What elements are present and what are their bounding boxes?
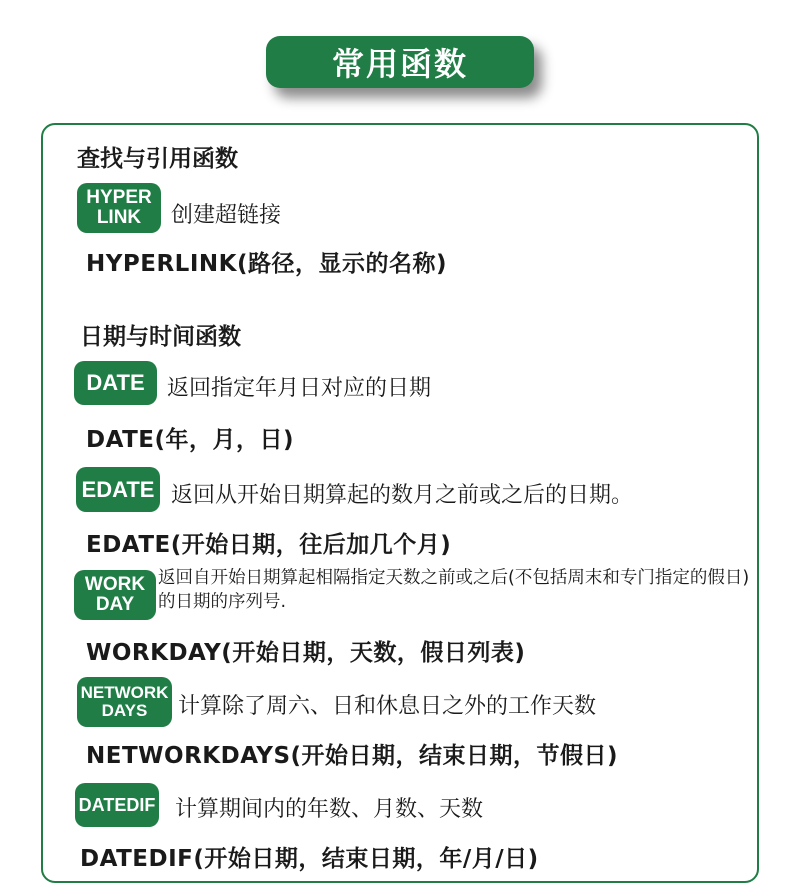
badge-line: WORK: [84, 574, 146, 596]
function-badge-workday: [74, 570, 156, 620]
badge-line: DATE: [86, 370, 145, 396]
badge-line: HYPER: [86, 187, 152, 209]
function-syntax-datedif: DATEDIF(开始日期，结束日期，年/月/日): [80, 846, 539, 872]
function-badge-networkdays: [77, 677, 172, 727]
badge-line: EDATE: [81, 476, 155, 502]
badge-line: DAY: [95, 594, 135, 615]
function-syntax-hyperlink: HYPERLINK(路径，显示的名称): [86, 251, 447, 277]
function-badge-hyperlink: [77, 183, 161, 233]
badge-line: DAYS: [101, 701, 148, 720]
page-title: 常用函数: [266, 36, 534, 88]
function-syntax-date: DATE(年，月，日): [86, 427, 295, 453]
function-badge-date: [74, 361, 157, 405]
section-title-datetime: 日期与时间函数: [80, 324, 241, 350]
function-description-workday: 返回自开始日期算起相隔指定天数之前或之后(不包括周末和专门指定的假日)的日期的序列号.: [158, 568, 750, 612]
function-description-date: 返回指定年月日对应的日期: [167, 376, 432, 401]
function-badge-datedif: [75, 783, 159, 827]
function-badge-edate: [76, 467, 160, 512]
section-title-lookup: 查找与引用函数: [77, 146, 238, 172]
function-syntax-networkdays: NETWORKDAYS(开始日期，结束日期，节假日): [86, 743, 619, 769]
function-syntax-edate: EDATE(开始日期，往后加几个月): [86, 532, 452, 558]
badge-line: LINK: [96, 207, 142, 228]
badge-line: DATEDIF: [78, 794, 156, 815]
badge-line: NETWORK: [80, 683, 169, 703]
function-description-edate: 返回从开始日期算起的数月之前或之后的日期。: [171, 483, 634, 508]
function-description-hyperlink: 创建超链接: [171, 203, 282, 228]
function-description-datedif: 计算期间内的年数、月数、天数: [175, 797, 484, 822]
function-syntax-workday: WORKDAY(开始日期，天数，假日列表): [86, 640, 526, 666]
function-description-networkdays: 计算除了周六、日和休息日之外的工作天数: [178, 694, 597, 719]
